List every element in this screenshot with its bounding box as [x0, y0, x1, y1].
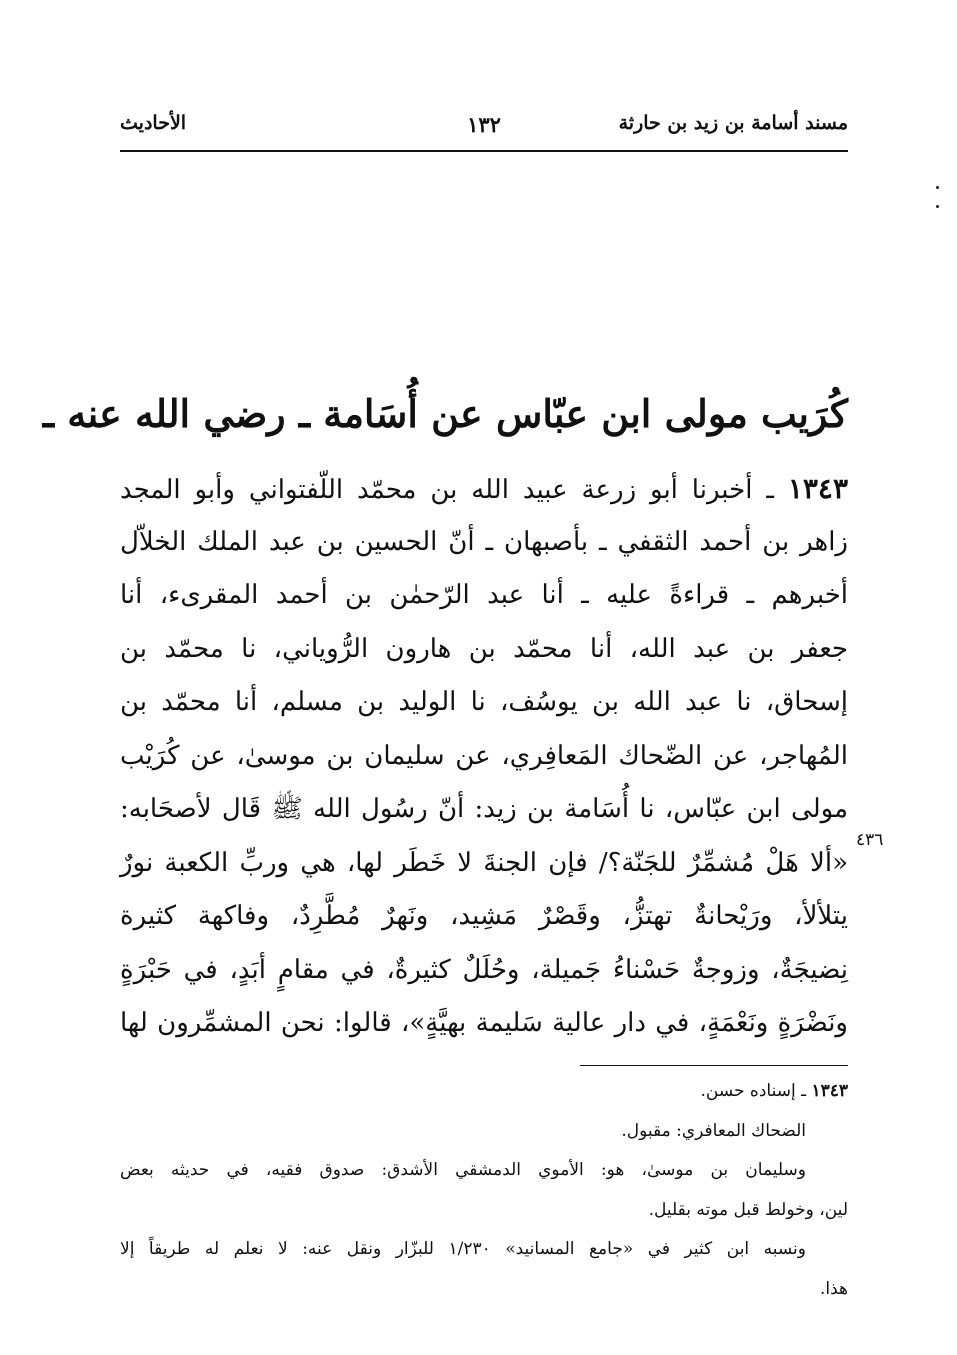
margin-reference: ٤٣٦ — [856, 830, 884, 850]
footnote-line: لين، وخولط قبل موته بقليل. — [648, 1199, 848, 1220]
hadith-line: إسحاق، نا عبد الله بن يوسُف، نا الوليد بن مسلم، أنا محمّد بن — [120, 687, 848, 717]
hadith-line: مولى ابن عبّاس، نا أُسَامة بن زيد: أنّ رسُول الله ﷺ قَال لأصحَابه: — [120, 794, 848, 824]
hadith-line: المُهاجر، عن الضّحاك المَعافِري، عن سليمان بن موسىٰ، عن كُرَيْب — [120, 740, 848, 771]
hadith-line: ١٣٤٣ ـ أخبرنا أبو زرعة عبيد الله بن محمّد اللّفتواني وأبو المجد — [120, 472, 848, 505]
hadith-text — [120, 462, 848, 1051]
scan-speck — [936, 205, 939, 208]
hadith-line: «ألا هَلْ مُشمِّرٌ للجَنّة؟/ فإن الجنةَ لا خَطَر لها، هي وربِّ الكعبة نورٌ — [120, 847, 848, 878]
footnote-number: ١٣٤٣ — [811, 1081, 848, 1101]
footnote-rule — [580, 1065, 848, 1066]
book-title: مسند أسامة بن زيد بن حارثة — [618, 112, 848, 134]
hadith-number: ١٣٤٣ — [787, 472, 848, 505]
scan-speck — [936, 186, 939, 189]
hadith-line: جعفر بن عبد الله، أنا محمّد بن هارون الرُّوياني، نا محمّد بن — [120, 633, 849, 664]
footnotes — [120, 1072, 848, 1309]
footnote-line: الضحاك المعافري: مقبول. — [621, 1120, 806, 1141]
running-head — [120, 112, 848, 152]
footnote-line: ١٣٤٣ ـ إسناده حسن. — [700, 1081, 848, 1101]
hadith-line: ونَضْرَةٍ ونَعْمَةٍ، في دار عالية سَليمة بهيَّةٍ»، قالوا: نحن المشمِّرون لها — [120, 1008, 848, 1038]
page-number: ١٣٢ — [467, 112, 501, 137]
header-rule — [120, 150, 848, 152]
hadith-line: زاهر بن أحمد الثقفي ـ بأصبهان ـ أنّ الحسين بن عبد الملك الخلاّل — [120, 526, 848, 557]
footnote-line: هذا. — [819, 1278, 848, 1299]
hadith-line: أخبرهم ـ قراءةً عليه ـ أنا عبد الرّحمٰن بن أحمد المقرىء، أنا — [120, 580, 848, 610]
footnote-line: ونسبه ابن كثير في «جامع المسانيد» ١/٢٣٠ للبزّار ونقل عنه: لا نعلم له طريقاً إلا — [120, 1239, 806, 1259]
footnote-line: وسليمان بن موسىٰ، هو: الأموي الدمشقي الأشدق: صدوق فقيه، في حديثه بعض — [120, 1160, 806, 1180]
hadith-line: يتلألأ، ورَيْحانةٌ تهتزُّ، وقَصْرٌ مَشِيد، ونَهرٌ مُطَّرِدٌ، وفاكهة كثيرة — [120, 901, 848, 931]
section-name: الأحاديث — [120, 112, 187, 134]
section-title: كُرَيب مولى ابن عبّاس عن أُسَامة ـ رضي الله عنه ـ — [42, 391, 848, 436]
hadith-line: نِضيجَةٌ، وزوجةٌ حَسْناءُ جَميلة، وحُلَلٌ كثيرةٌ، في مقامٍ أبَدٍ، في حَبْرَةٍ — [120, 954, 848, 985]
